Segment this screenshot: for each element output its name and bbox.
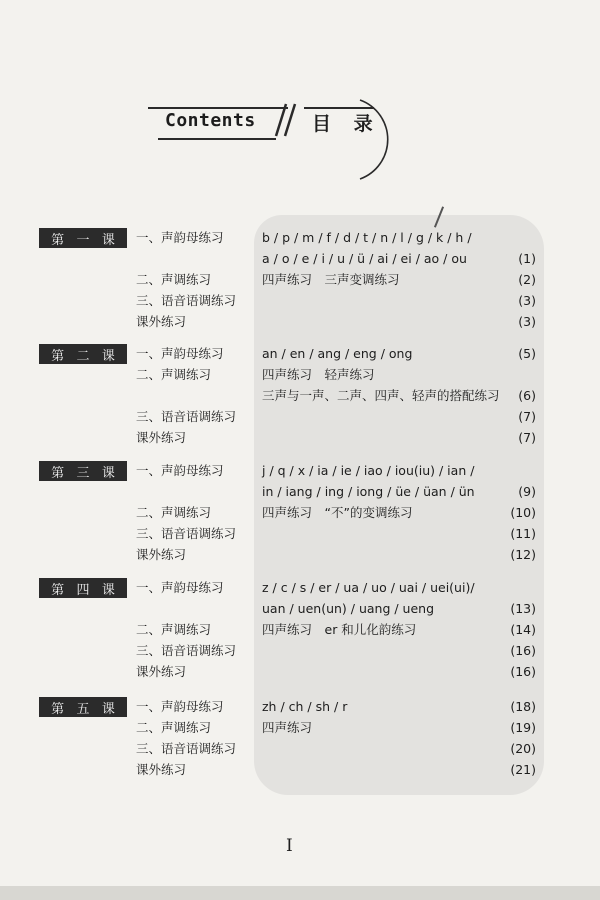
toc-row[interactable] — [0, 640, 600, 661]
exercise-desc: 四声练习 er 和儿化韵练习 — [262, 622, 417, 637]
exercise-label: 二、声调练习 — [136, 622, 212, 637]
page-ref: (14) — [510, 622, 536, 637]
decorative-arc — [350, 95, 430, 185]
toc-row[interactable] — [0, 227, 600, 248]
toc-row[interactable] — [0, 248, 600, 269]
header-rule — [148, 107, 288, 109]
page-ref: (11) — [510, 526, 536, 541]
page-ref: (2) — [518, 272, 536, 287]
page-ref: (18) — [510, 699, 536, 714]
toc-row[interactable] — [0, 290, 600, 311]
exercise-desc: 四声练习 轻声练习 — [262, 367, 375, 382]
exercise-label: 课外练习 — [136, 547, 187, 562]
badge-char: 第 — [51, 348, 65, 364]
toc-row[interactable] — [0, 364, 600, 385]
exercise-label: 三、语音语调练习 — [136, 409, 237, 424]
page-ref: (19) — [510, 720, 536, 735]
badge-char: 第 — [51, 701, 65, 717]
toc-row[interactable] — [0, 619, 600, 640]
exercise-desc: a / o / e / i / u / ü / ai / ei / ao / ou — [262, 251, 467, 266]
toc-row[interactable] — [0, 661, 600, 682]
badge-char: 第 — [51, 465, 65, 481]
page-ref: (6) — [518, 388, 536, 403]
exercise-label: 一、声韵母练习 — [136, 580, 224, 595]
toc-row[interactable] — [0, 406, 600, 427]
page-ref: (21) — [510, 762, 536, 777]
badge-char: 课 — [101, 582, 115, 598]
exercise-label: 三、语音语调练习 — [136, 741, 237, 756]
badge-char: 二 — [76, 348, 90, 364]
page-ref: (9) — [518, 484, 536, 499]
exercise-label: 课外练习 — [136, 430, 187, 445]
exercise-label: 课外练习 — [136, 762, 187, 777]
badge-char: 课 — [101, 465, 115, 481]
exercise-label: 三、语音语调练习 — [136, 293, 237, 308]
badge-char: 课 — [101, 232, 115, 248]
page-ref: (7) — [518, 430, 536, 445]
exercise-label: 二、声调练习 — [136, 505, 212, 520]
badge-char: 课 — [101, 348, 115, 364]
toc-row[interactable] — [0, 598, 600, 619]
page-ref: (20) — [510, 741, 536, 756]
exercise-desc: an / en / ang / eng / ong — [262, 346, 413, 361]
exercise-label: 课外练习 — [136, 664, 187, 679]
exercise-label: 课外练习 — [136, 314, 187, 329]
contents-title: Contents — [165, 110, 256, 131]
exercise-label: 一、声韵母练习 — [136, 230, 224, 245]
exercise-desc: 四声练习 三声变调练习 — [262, 272, 400, 287]
page-ref: (13) — [510, 601, 536, 616]
exercise-label: 一、声韵母练习 — [136, 346, 224, 361]
contents-title-chinese: 目 录 — [312, 113, 381, 135]
page-ref: (5) — [518, 346, 536, 361]
exercise-desc: uan / uen(un) / uang / ueng — [262, 601, 435, 616]
toc-row[interactable] — [0, 759, 600, 780]
exercise-label: 二、声调练习 — [136, 272, 212, 287]
toc-row[interactable] — [0, 738, 600, 759]
page-bottom-edge — [0, 886, 600, 900]
toc-row[interactable] — [0, 717, 600, 738]
toc-row[interactable] — [0, 696, 600, 717]
toc-row[interactable] — [0, 269, 600, 290]
exercise-label: 一、声韵母练习 — [136, 463, 224, 478]
page-ref: (3) — [518, 293, 536, 308]
exercise-desc: b / p / m / f / d / t / n / l / g / k / h / — [262, 230, 472, 245]
page-ref: (7) — [518, 409, 536, 424]
toc-row[interactable] — [0, 502, 600, 523]
page-ref: (16) — [510, 643, 536, 658]
exercise-label: 二、声调练习 — [136, 720, 212, 735]
exercise-label: 三、语音语调练习 — [136, 643, 237, 658]
toc-row[interactable] — [0, 544, 600, 565]
page-ref: (16) — [510, 664, 536, 679]
badge-char: 课 — [101, 701, 115, 717]
badge-char: 四 — [76, 582, 90, 598]
toc-row[interactable] — [0, 460, 600, 481]
exercise-label: 一、声韵母练习 — [136, 699, 224, 714]
page-ref: (1) — [518, 251, 536, 266]
exercise-desc: z / c / s / er / ua / uo / uai / uei(ui)/ — [262, 580, 475, 595]
badge-char: 五 — [76, 701, 90, 717]
toc-row[interactable] — [0, 385, 600, 406]
exercise-desc: 三声与一声、二声、四声、轻声的搭配练习 — [262, 388, 500, 403]
exercise-desc: zh / ch / sh / r — [262, 699, 348, 714]
badge-char: 第 — [51, 232, 65, 248]
toc-row[interactable] — [0, 577, 600, 598]
badge-char: 三 — [76, 465, 90, 481]
toc-row[interactable] — [0, 523, 600, 544]
exercise-desc: j / q / x / ia / ie / iao / iou(iu) / ian / — [262, 463, 475, 478]
exercise-label: 三、语音语调练习 — [136, 526, 237, 541]
exercise-label: 二、声调练习 — [136, 367, 212, 382]
exercise-desc: in / iang / ing / iong / üe / üan / ün — [262, 484, 475, 499]
toc-row[interactable] — [0, 311, 600, 332]
toc-row[interactable] — [0, 427, 600, 448]
double-slash-icon — [268, 100, 308, 140]
exercise-desc: 四声练习 “不”的变调练习 — [262, 505, 413, 520]
page-ref: (10) — [510, 505, 536, 520]
exercise-desc: 四声练习 — [262, 720, 313, 735]
title-underline — [158, 138, 276, 140]
page-ref: (3) — [518, 314, 536, 329]
badge-char: 第 — [51, 582, 65, 598]
toc-row[interactable] — [0, 481, 600, 502]
badge-char: 一 — [76, 232, 90, 248]
page-ref: (12) — [510, 547, 536, 562]
toc-row[interactable] — [0, 343, 600, 364]
page-number: I — [286, 836, 293, 856]
